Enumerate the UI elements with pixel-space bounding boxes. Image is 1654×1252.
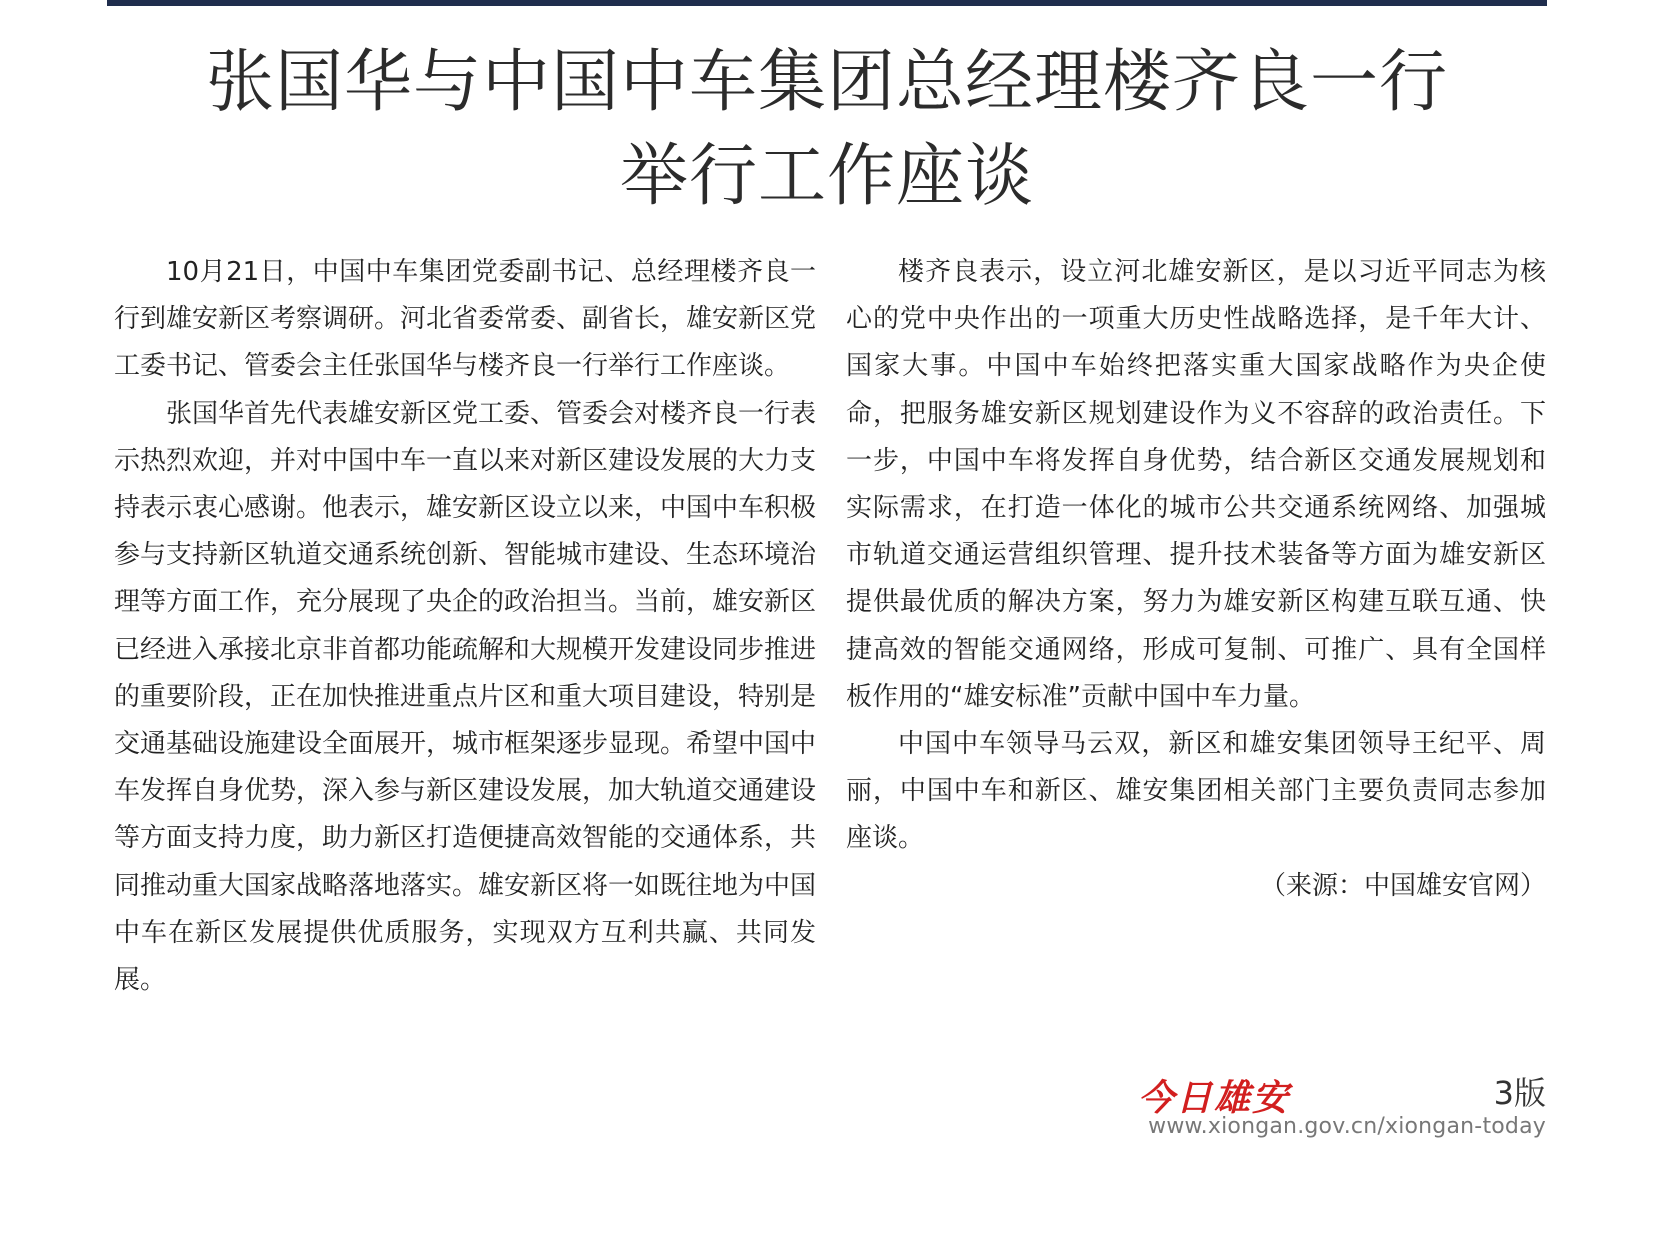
website-url: www.xiongan.gov.cn/xiongan-today: [1148, 1114, 1546, 1139]
paragraph-2: 张国华首先代表雄安新区党工委、管委会对楼齐良一行表示热烈欢迎，并对中国中车一直以来对新区建设发展的大力支持表示衷心感谢。他表示，雄安新区设立以来，中国中车积极参与支持新区轨道交通系统创新、智能城市建设、生态环境治理等方面工作，充分展现了央企的政治担当。当前，雄安新区已经进入承接北京非首都功能疏解和大规模开发建设同步推进的重要阶段，正在加快推进重点片区和重大项目建设，特别是交通基础设施建设全面展开，城市框架逐步显现。希望中国中车发挥自身优势，深入参与新区建设发展，加大轨道交通建设等方面支持力度，助力新区打造便捷高效智能的交通体系，共同推动重大国家战略落地落实。雄安新区将一如既往地为中国中车在新区发展提供优质服务，实现双方互利共赢、共同发展。: [114, 398, 817, 996]
source-line: [846, 863, 1546, 910]
left-column: [114, 249, 816, 1004]
newspaper-logo: 今日雄安: [1138, 1077, 1291, 1119]
paragraph-3: 楼齐良表示，设立河北雄安新区，是以习近平同志为核心的党中央作出的一项重大历史性战略选择，是千年大计、国家大事。中国中车始终把落实重大国家战略作为央企使命，把服务雄安新区规划建设作为义不容辞的政治责任。下一步，中国中车将发挥自身优势，结合新区交通发展规划和实际需求，在打造一体化的城市公共交通系统网络、加强城市轨道交通运营组织管理、提升技术装备等方面为雄安新区提供最优质的解决方案，努力为雄安新区构建互联互通、快捷高效的智能交通网络，形成可复制、可推广、具有全国样板作用的“雄安标准”贡献中国中车力量。: [846, 257, 1546, 712]
paragraph-4: [846, 721, 1546, 863]
headline-line-1: 张国华与中国中车集团总经理楼齐良一行: [205, 43, 1448, 122]
paragraph-4-text: 中国中车领导马云双，新区和雄安集团领导王纪平、周丽，中国中车和新区、雄安集团相关部门主要负责同志参加座谈。: [846, 729, 1546, 854]
article-headline: [107, 36, 1547, 224]
paragraph-1: 10月21日，中国中车集团党委副书记、总经理楼齐良一行到雄安新区考察调研。河北省委常委、副省长，雄安新区党工委书记、管委会主任张国华与楼齐良一行举行工作座谈。: [114, 257, 817, 382]
headline-line-2: 举行工作座谈: [619, 137, 1034, 216]
page-number: 3版: [1493, 1074, 1546, 1112]
right-column: [846, 249, 1546, 910]
article-source: （来源：中国雄安官网）: [1259, 870, 1546, 901]
top-rule: [107, 0, 1547, 6]
